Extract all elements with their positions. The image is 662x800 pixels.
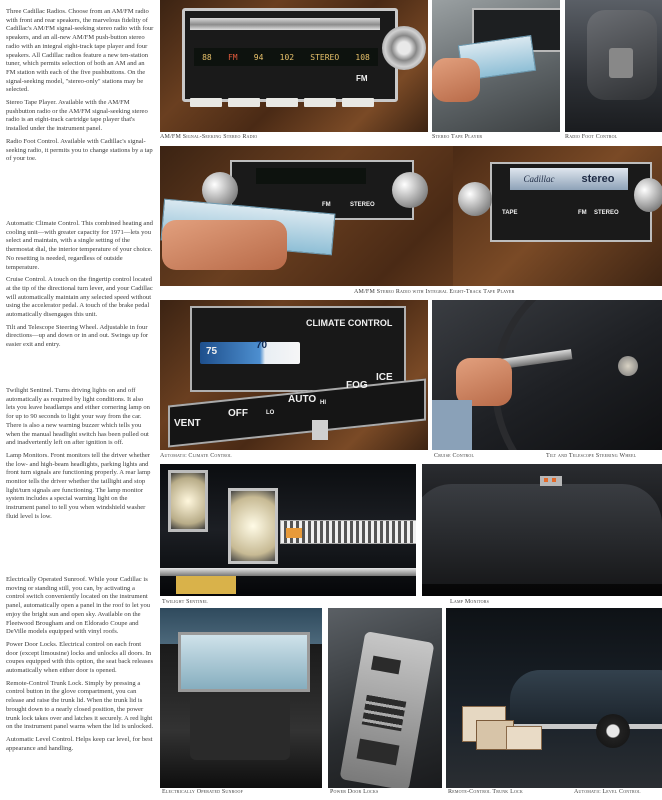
twilight-paragraph: Twilight Sentinel. Turns driving lights on and off automatically as required by light conditions. It also lets you leave headlamps and either cornering lamp on for up to 90 seconds to light your way from the car. There is also a new warning buzzer which tells you when the manual headlight switch has been pulled out and inadvertently left on after ignition is off.: [6, 387, 150, 447]
sunroof-opening: [178, 632, 310, 692]
sunroof-photo: [160, 608, 322, 788]
car-body: [510, 670, 662, 728]
radio-button-4: [304, 98, 336, 107]
dial-stereo: STEREO: [310, 52, 340, 62]
radio-button-1: [190, 98, 222, 107]
radio-speaker-knob: [382, 26, 426, 70]
radios-paragraph: Three Cadillac Radios. Choose from an AM/FM radio with front and rear speakers, the marvelous fidelity of Cadillac's AM/FM signal-seeking stereo radio with four speakers, and an all-new AM/FM push-button stereo radio with an integral eight-track tape player and four speakers. All Cadillac radios feature a new ten-station tuner, which permits selection of both an AM and an FM station with each of the five pushbuttons. On the signal-seeking model, "stereo-only" stations may be selected.: [6, 8, 154, 94]
feature-text-column: [6, 8, 154, 168]
twilight-sentinel-photo: [160, 464, 416, 596]
mode-hi: HI: [320, 400, 326, 406]
mode-vent: VENT: [174, 418, 201, 429]
feature-text-column-4: [6, 576, 154, 757]
caption-cruise-control: Cruise Control: [434, 453, 475, 459]
lamp-monitors-photo: [422, 464, 662, 596]
foot-control-paragraph: Radio Foot Control. Available with Cadillac's signal-seeking radio, it permits you to change stations by a tap of your toe.: [6, 137, 153, 163]
mode-ice: ICE: [376, 372, 393, 383]
dial-88: 88: [202, 52, 212, 62]
radio-button-3: [266, 98, 298, 107]
luggage-3: [506, 726, 542, 750]
door-locks-paragraph: Power Door Locks. Electrical control on each front door (except limousine) locks and unlocks all doors. In coupes equipped with this option, the seat back releases automatically when either door is opened.: [6, 640, 154, 675]
tape-player-paragraph: Stereo Tape Player. Available with the AM/FM pushbutton radio or the AM/FM signal-seeking stereo radio is an eight-track cartridge tape player that's installed under the instrument panel.: [6, 99, 148, 133]
mode-off: OFF: [228, 408, 248, 419]
power-door-locks-photo: [328, 608, 442, 788]
tape-knob-left: [458, 182, 492, 216]
sunroof-paragraph: Electrically Operated Sunroof. While your Cadillac is moving or standing still, you can, by activating a control switch conveniently located on the instrument panel, automatically open a panel in the roof to let you enjoy the bright sun and open sky. Available on the Fleetwood Brougham and on Eldorado Coupe and DeVille models equipped with vinyl roofs.: [6, 576, 151, 636]
caption-signal-seeking-radio: AM/FM Signal-Seeking Stereo Radio: [160, 134, 258, 140]
dial-108: 108: [355, 52, 370, 62]
radio-button-2: [228, 98, 260, 107]
caption-level-control: Automatic Level Control: [574, 789, 641, 795]
radio2-dial: [256, 168, 366, 184]
parking-light: [286, 528, 302, 538]
mode-lo: LO: [266, 410, 275, 416]
tape-slot: [510, 168, 628, 190]
radio-fm-label: FM: [356, 74, 368, 83]
steering-paragraph: Tilt and Telescope Steering Wheel. Adjustable in four directions—up and down or in and out. Swings up for easier exit and entry.: [6, 323, 149, 349]
radio-button-5: [342, 98, 374, 107]
headlamp-left: [168, 470, 208, 532]
radio2-stereo: STEREO: [350, 202, 375, 208]
radio-dial: [194, 48, 378, 66]
lamp-monitor-paragraph: Lamp Monitors. Front monitors tell the driver whether the low- and high-beam headlights, parking lights and front turn signals are functioning properly. A rear lamp monitor tells the driver whether the taillight and stop light/turn signals are functioning. The lamp monitor system includes a special warning light on the instrument panel to tell you when windshield washer fluid level is low.: [6, 451, 151, 520]
tape-knob-right: [634, 178, 662, 212]
tape-label: TAPE: [502, 210, 518, 216]
cruise-paragraph: Cruise Control. A touch on the fingertip control located at the tip of the directional turn lever, and your Cadillac will automatically maintain any selected speed without using the accelerator pedal. A touch of the brake pedal automatically disengages this unit.: [6, 276, 153, 319]
caption-power-door-locks: Power Door Locks: [330, 789, 379, 795]
climate-control-photo: [160, 300, 428, 450]
caption-twilight-sentinel: Twilight Sentinel: [162, 599, 208, 605]
caption-lamp-monitors: Lamp Monitors: [450, 599, 490, 605]
caption-stereo-tape-player: Stereo Tape Player: [432, 134, 483, 140]
radio2-fm: FM: [322, 202, 331, 208]
climate-title: CLIMATE CONTROL: [306, 318, 393, 328]
headlamp-right: [228, 488, 278, 564]
radio2-knob-right: [392, 172, 428, 208]
tape-fm-label: FM: [578, 210, 587, 216]
hand: [432, 58, 480, 102]
mode-fog: FOG: [346, 380, 368, 391]
hand-2: [162, 220, 287, 270]
mode-lever: [312, 420, 328, 440]
radio-foot-control-photo: [565, 0, 662, 132]
feature-text-column-3: [6, 387, 154, 526]
temp-70: 70: [256, 340, 268, 351]
caption-climate-control: Automatic Climate Control: [160, 453, 232, 459]
mode-auto: AUTO: [288, 394, 317, 405]
cruise-steering-photo: [432, 300, 662, 450]
caption-eight-track-radio: AM/FM Stereo Radio with Integral Eight-Track Tape Player: [354, 289, 515, 295]
eight-track-radio-photo: [160, 146, 662, 286]
stereo-tape-player-photo: [432, 0, 560, 132]
tape-brand: Cadillac: [523, 174, 555, 184]
dial-fm: FM: [227, 52, 238, 62]
wheel: [596, 714, 630, 748]
dial-102: 102: [279, 52, 295, 62]
caption-tilt-steering: Tilt and Telescope Steering Wheel: [546, 453, 637, 459]
feature-text-column-2: [6, 220, 154, 354]
climate-paragraph: Automatic Climate Control. This combined heating and cooling unit—with greater capacity for 1971—lets you select and maintain, with a single setting of the thermostat dial, the interior temperature of your choice. No resetting is needed, regardless of outside temperature.: [6, 220, 153, 271]
caption-trunk-lock: Remote-Control Trunk Lock: [448, 789, 523, 795]
trunk-level-photo: [446, 608, 662, 788]
signal-seeking-radio-photo: [160, 0, 428, 132]
tape-stereo-label: STEREO: [594, 210, 619, 216]
caption-radio-foot-control: Radio Foot Control: [565, 134, 618, 140]
caption-sunroof: Electrically Operated Sunroof: [162, 789, 244, 795]
level-control-paragraph: Automatic Level Control. Helps keep car level, for best appearance and handling.: [6, 735, 153, 752]
dial-94: 94: [253, 52, 264, 62]
hand-3: [456, 358, 512, 406]
temp-75: 75: [206, 346, 218, 357]
tape-word: stereo: [581, 173, 615, 185]
trunk-lock-paragraph: Remote-Control Trunk Lock. Simply by pressing a control button in the glove compartment, you can release and raise the trunk lid. When the trunk lid is brought down to a nearly closed position, the power trunk lock takes over and latches it securely. A red light on the instrument panel warns when the lid is unlocked.: [6, 679, 154, 731]
